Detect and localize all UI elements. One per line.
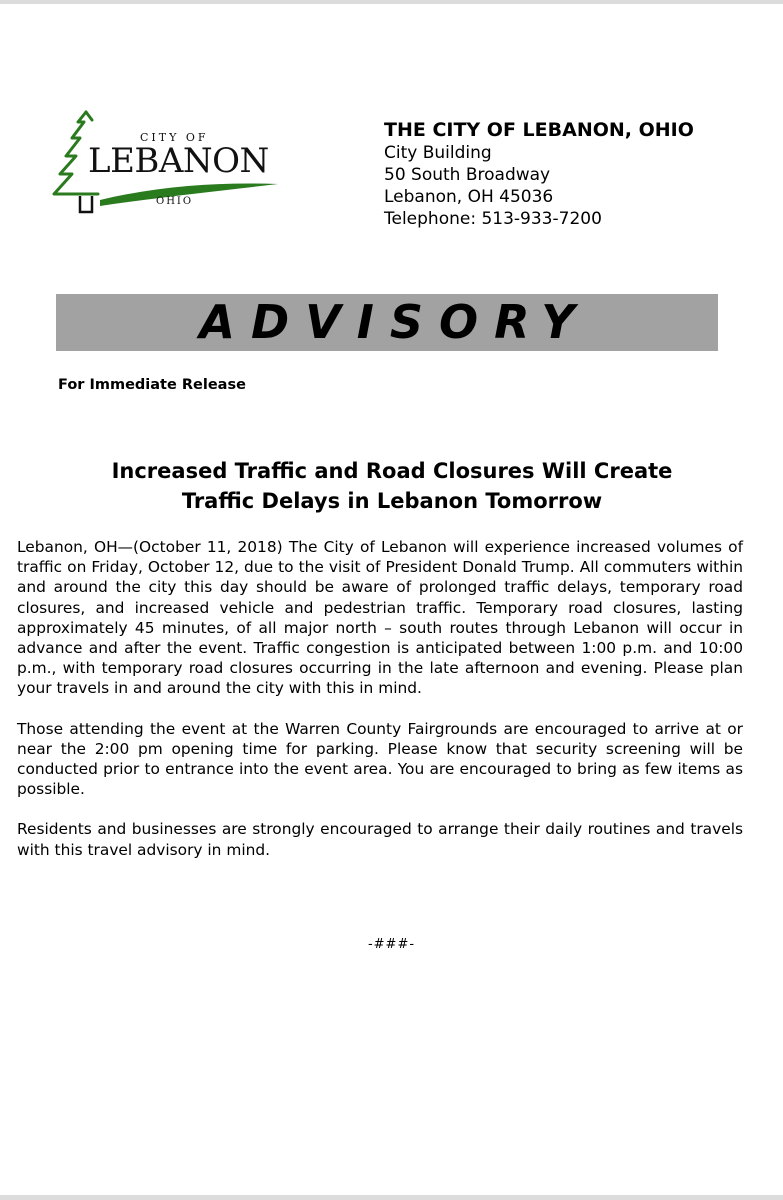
bottom-border: [0, 1195, 783, 1200]
end-mark: -###-: [367, 937, 416, 952]
release-note: For Immediate Release: [58, 377, 246, 393]
address-building: City Building: [384, 143, 492, 163]
body-paragraph: Lebanon, OH—(October 11, 2018) The City of Lebanon will experience increased volumes of traffic on Friday, October 12, due to the visit of President Donald Trump. All commuters within and around the city this day should be aware of prolonged traffic delays, temporary road closures, and increased vehicle and pedestrian traffic. Temporary road closures, lasting approximately 45 minutes, of all major north – south routes through Lebanon will occur in advance and after the event. Traffic congestion is anticipated between 1:00 p.m. and 10:00 p.m., with temporary road closures occurring in the late afternoon and evening. Please plan your travels in and around the city with this in mind.: [17, 538, 743, 698]
body-paragraph: Those attending the event at the Warren County Fairgrounds are encouraged to arrive at or near the 2:00 pm opening time for parking. Please know that security screening will be conducted prior to entrance into the event area. You are encouraged to bring as few items as possible.: [17, 719, 743, 799]
headline-line-1: Increased Traffic and Road Closures Will Create: [111, 459, 673, 483]
logo-lebanon: LEBANON: [88, 141, 269, 181]
body-paragraph: Residents and businesses are strongly encouraged to arrange their daily routines and travels with this travel advisory in mind.: [17, 820, 743, 859]
advisory-banner-text: ADVISORY: [199, 295, 591, 349]
advisory-banner: [56, 294, 718, 351]
address-street: 50 South Broadway: [384, 165, 551, 185]
headline: [17, 456, 767, 516]
headline-line-2: Traffic Delays in Lebanon Tomorrow: [181, 489, 603, 513]
address-telephone: Telephone: 513-933-7200: [384, 209, 602, 229]
city-logo: [48, 108, 280, 216]
address-block: [384, 118, 764, 230]
logo-ohio: OHIO: [156, 196, 194, 207]
top-border: [0, 0, 783, 4]
city-title: THE CITY OF LEBANON, OHIO: [384, 119, 694, 141]
advisory-body: [17, 537, 743, 880]
logo-city-of: CITY OF: [140, 131, 209, 144]
address-city: Lebanon, OH 45036: [384, 187, 554, 207]
